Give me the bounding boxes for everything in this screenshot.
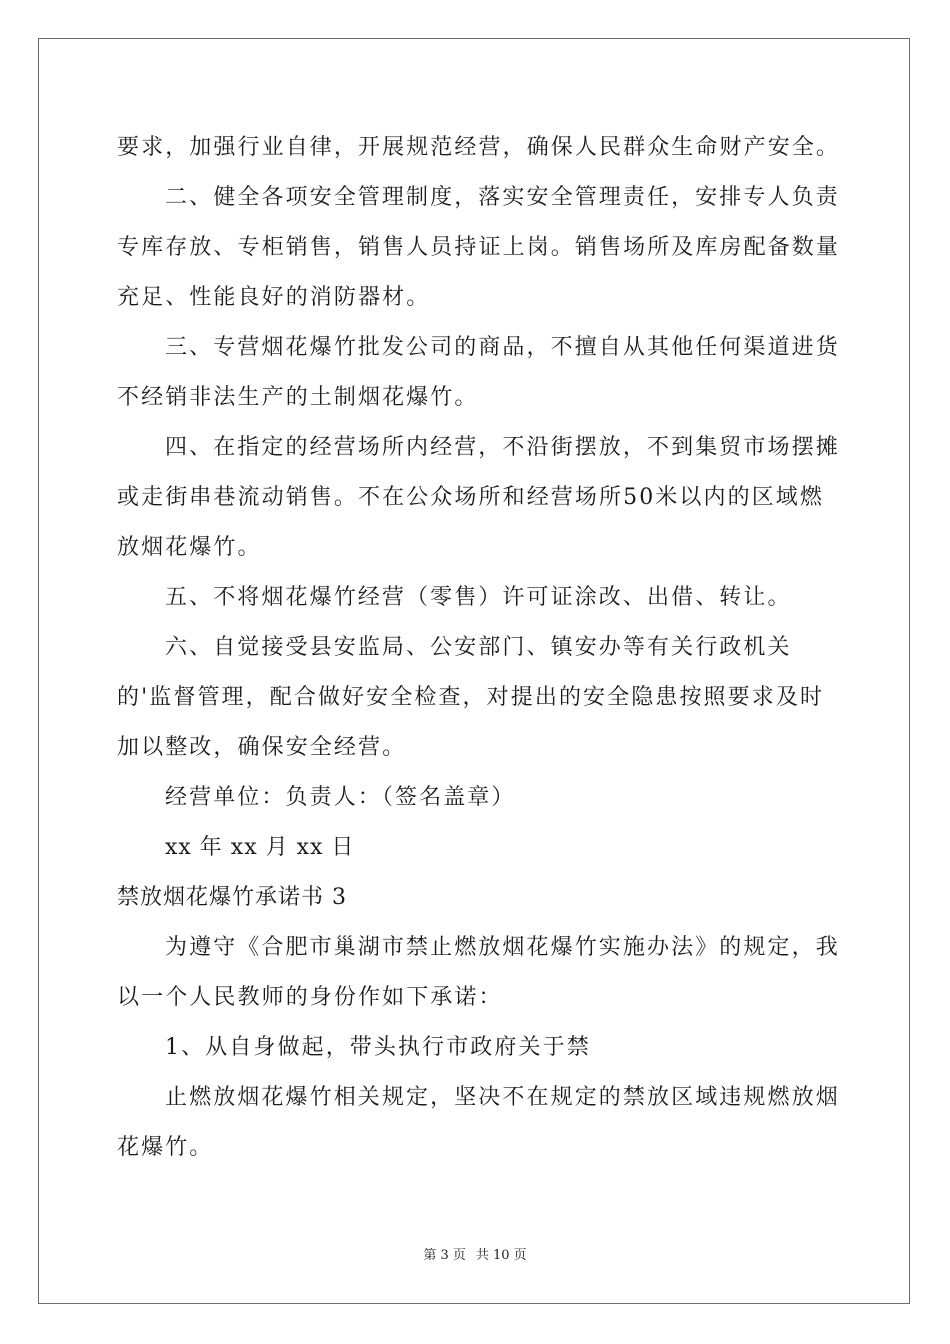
- date-line: xx 年 xx 月 xx 日: [165, 835, 355, 860]
- text-line: 四、在指定的经营场所内经营，不沿街摆放，不到集贸市场摆摊: [165, 435, 840, 460]
- text-line: 为遵守《合肥市巢湖市禁止燃放烟花爆竹实施办法》的规定，我: [165, 935, 840, 960]
- text-line: 以一个人民教师的身份作如下承诺：: [117, 985, 503, 1010]
- text-line: 不经销非法生产的土制烟花爆竹。: [117, 385, 479, 410]
- text-line: 花爆竹。: [117, 1135, 214, 1160]
- signature-line: 经营单位：负责人：（签名盖章）: [165, 785, 516, 810]
- text-line: 1、从自身做起，带头执行市政府关于禁: [165, 1035, 591, 1060]
- text-line: 的'监督管理，配合做好安全检查，对提出的安全隐患按照要求及时: [117, 685, 825, 710]
- text-line: 加以整改，确保安全经营。: [117, 735, 407, 760]
- text-line: 止燃放烟花爆竹相关规定，坚决不在规定的禁放区域违规燃放烟: [165, 1085, 840, 1110]
- text-line: 或走街串巷流动销售。不在公众场所和经营场所50米以内的区域燃: [117, 485, 824, 510]
- text-line: 六、自觉接受县安监局、公安部门、镇安办等有关行政机关: [165, 635, 792, 660]
- page-border: [38, 38, 910, 1304]
- text-line: 五、不将烟花爆竹经营（零售）许可证涂改、出借、转让。: [165, 585, 792, 610]
- text-line: 要求，加强行业自律，开展规范经营，确保人民群众生命财产安全。: [117, 135, 841, 160]
- text-line: 三、专营烟花爆竹批发公司的商品，不擅自从其他任何渠道进货: [165, 335, 840, 360]
- text-line: 充足、性能良好的消防器材。: [117, 285, 431, 310]
- page-total: 共 10 页: [475, 1248, 527, 1263]
- section-title: 禁放烟花爆竹承诺书 3: [117, 885, 347, 910]
- page-footer: [0, 1247, 950, 1265]
- text-line: 放烟花爆竹。: [117, 535, 262, 560]
- text-line: 二、健全各项安全管理制度，落实安全管理责任，安排专人负责: [165, 185, 840, 210]
- page-number: 第 3 页: [423, 1248, 466, 1263]
- text-line: 专库存放、专柜销售，销售人员持证上岗。销售场所及库房配备数量: [117, 235, 841, 260]
